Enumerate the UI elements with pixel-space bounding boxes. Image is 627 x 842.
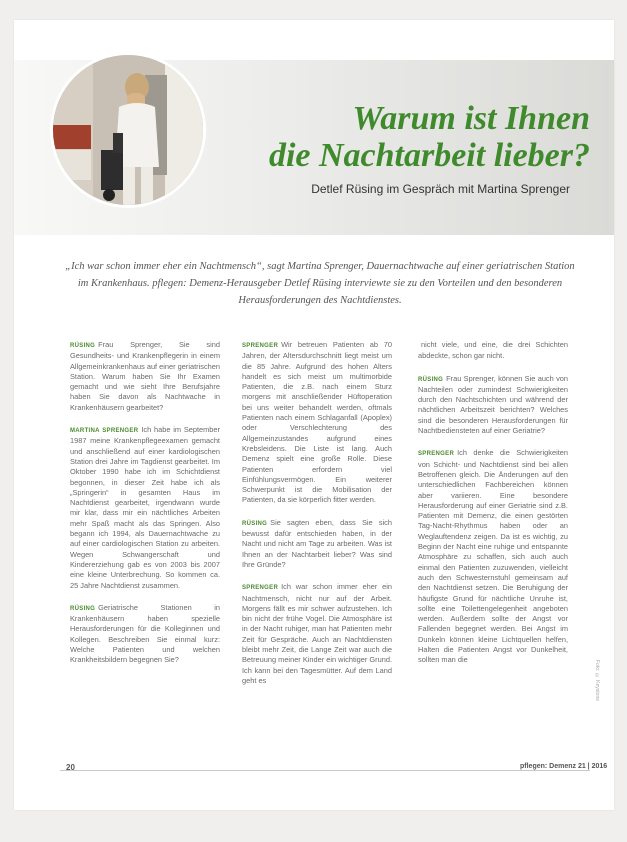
nurse-photo-illustration: [53, 55, 203, 205]
page-number: 20: [66, 763, 75, 772]
paragraph-text: Frau Sprenger, Sie sind Gesundheits- und Krankenpflegerin in einem Allgemeinkrankenhaus auf einer geriatrischen Station. Warum haben Sie Ihr Examen gemacht und wie sieht Ihre Berufsjahre haben Sie davon als Nachtwache in Krankenhäusern gearbeitet?: [70, 340, 220, 412]
paragraph: [70, 340, 220, 413]
article-subtitle: Detlef Rüsing im Gespräch mit Martina Sprenger: [311, 182, 570, 196]
text-column-2: [242, 340, 392, 698]
paragraph: [418, 448, 568, 665]
paragraph-text: Wir betreuen Patienten ab 70 Jahren, der Altersdurchschnitt liegt meist um die 85 Jahre. Aufgrund des hohen Alters handelt es sich meist um multimorbide Patienten, die z.B. nach einem Sturz morgens mit anschließender Hüftoperation bei uns weiter behandelt werden, oftmals Patienten nach einem Schlaganfall (Apoplex) oder Verschlechterung des Allgemeinzustandes aufgrund eines Krebsleidens. Die Liste ist lang. Auch Demenz spielt eine große Rolle. Diese Patienten erfordern viel Einfühlungsvermögen. Ein weiterer Schwerpunkt ist die Mobilisation der Patienten, da sie körperlich fitter werden.: [242, 340, 392, 505]
photo-credit: Foto: © Keystone: [594, 660, 600, 702]
article-intro: „Ich war schon immer eher ein Nachtmensch“, sagt Martina Sprenger, Dauernachtwache auf einer geriatrischen Station im Krankenhaus. pflegen: Demenz-Herausgeber Detlef Rüsing interviewte sie zu den Vorteilen und den besonderen Herausforderungen des Nachtdienstes.: [65, 261, 575, 306]
speaker-label: MARTINA SPRENGER: [70, 428, 139, 435]
paragraph: [242, 340, 392, 506]
paragraph-text: Ich denke die Schwierigkeiten von Schicht- und Nachtdienst sind bei allen Betroffenen gleich. Die Änderungen auf den unterschiedlichen Fachbereichen können aber variieren. Eine besondere Herausforderung auf einer Geriatrie sind z.B. Patienten mit Demenz, die einen gestörten Tag-Nacht-Rhythmus haben oder an Weglauftendenz zeigen. Da ist es wichtig, zu Beginn der Nacht eine ruhige und entspannte Atmosphäre zu schaffen, sich auch auch einmal den Patienten zuzuwenden, vielleicht auch den Schwesternstuhl gemeinsam auf den Nachtdienst setzen. Die Beruhigung der häufigste Grund für nächtliche Unruhe ist, sollte eine Toilettengelegenheit angeboten werden. Außerdem sollte der Angst vor Fallenden begegnet werden. Bei Angst im Dunkeln können kleine Lichtquellen helfen, Halten die Patienten Angst vor Dunkelheit, sollten man die: [418, 448, 568, 665]
speaker-label: RÜSING: [70, 605, 96, 612]
paragraph: [418, 340, 568, 362]
speaker-label: RÜSING: [70, 343, 96, 349]
paragraph-text: nicht viele, und eine, die drei Schichten abdeckte, schon gar nicht.: [418, 340, 568, 361]
speaker-label: SPRENGER: [242, 343, 279, 349]
paragraph: [418, 374, 568, 437]
article-title-line1: Warum ist Ihnen: [352, 100, 590, 137]
paragraph-text: Ich war schon immer eher ein Nachtmensch, nicht nur auf der Arbeit. Morgens fällt es mir schwer aufzustehen. Ich bin nicht der frühe Vogel. Die Atmosphäre ist in der Nacht ruhiger, man hat Patienten mehr Zeit für Gespräche. Auch an Nachtdiensten bleibt mehr Zeit, die Lange Zeit war auch die Betreuung meiner Kinder ein wichtiger Grund. Ich kann bei den Tagesmütter. Auf dem Land geht es: [242, 582, 392, 685]
article-title: [200, 100, 590, 174]
article-title-line2: die Nachtarbeit lieber?: [268, 137, 590, 174]
paragraph-text: Geriatrische Stationen in Krankenhäusern haben spezielle Herausforderungen für die Kolleginnen und Kollegen. Beschreiben Sie einmal kurz: Welche Patienten und welchen Krankheitsbildern begegnen Sie?: [70, 602, 220, 665]
text-column-1: [70, 340, 220, 678]
speaker-label: RÜSING: [242, 520, 268, 527]
nurse-photo: [50, 52, 206, 208]
speaker-label: RÜSING: [418, 376, 444, 383]
paragraph: [70, 603, 220, 666]
speaker-label: SPRENGER: [418, 451, 455, 458]
paragraph-text: Sie sagten eben, dass Sie sich bewusst dafür entschieden haben, in der Nacht und nicht am Tage zu arbeiten. Was ist Ihnen an der Nachtarbeit lieber? Was sind Ihre Gründe?: [242, 517, 392, 569]
paragraph-text: Ich habe im September 1987 meine Krankenpflegeexamen gemacht und anschließend auf einer kardiologischen Station drei Jahre im Tagdienst gearbeitet. Im Oktober 1990 habe ich im Schichtdienst begonnen, in dieser Zeit habe ich als „Springerin“ in gesamten Haus im Nachtdienst gearbeitet, irgendwann wurde mir klar, dass mir ein nächtliches Arbeiten mehr Spaß macht als das Springen. Also begann ich 1994, als Dauernachtwache zu auf einer cardiologischen Station zu arbeiten. Wegen Schwangerschaft und Kindererziehung gab es von 2003 bis 2007 eine kleine Unterbrechung. So kommen ca. 25 Jahre Nachtdienst zusammen.: [70, 425, 220, 590]
paragraph-text: Frau Sprenger, können Sie auch von Nachteilen oder zumindest Schwierigkeiten durch den Nachtschichten und während der nächtlichen Arbeitszeit berichten? Welches sind die besonderen Herausforderungen für Nachtbediensteten auf einer Geriatrie?: [418, 373, 568, 436]
footer-rule: [60, 770, 590, 771]
paragraph: [242, 518, 392, 570]
paragraph: [70, 425, 220, 591]
speaker-label: SPRENGER: [242, 585, 279, 592]
text-column-3: [418, 340, 568, 678]
paragraph: [242, 582, 392, 686]
magazine-name: pflegen: Demenz 21 | 2016: [520, 763, 608, 770]
